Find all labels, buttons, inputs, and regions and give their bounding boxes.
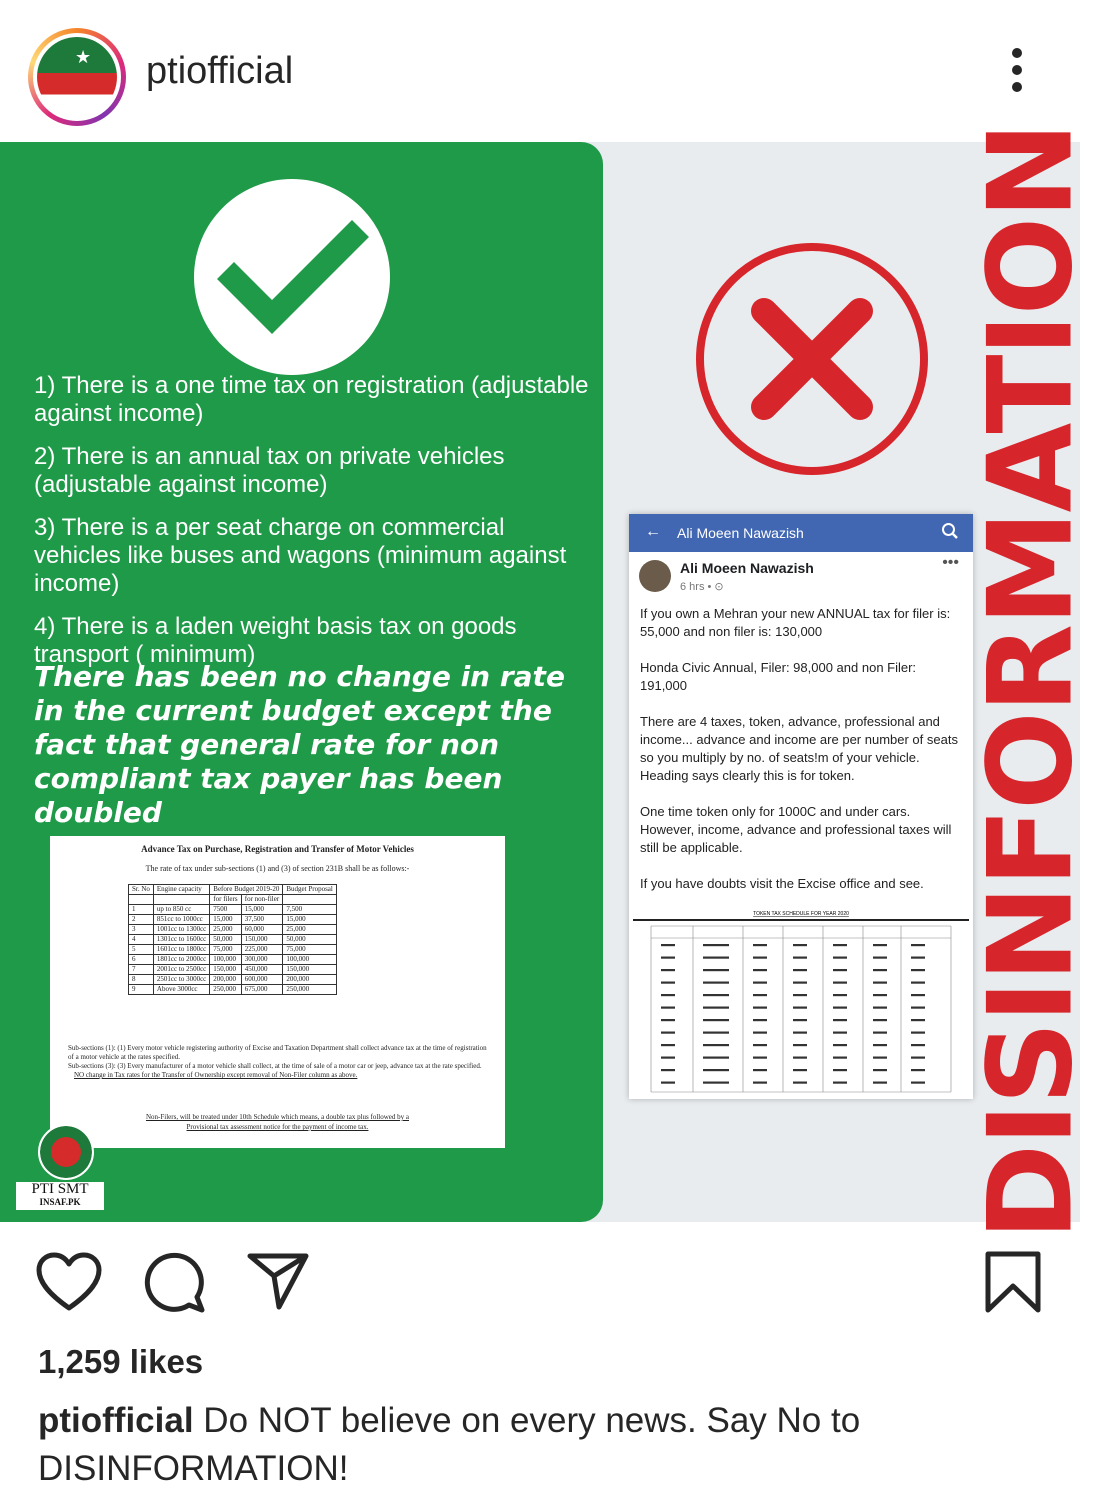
token-table-cell [661, 1069, 675, 1071]
table-cell: 150,000 [210, 965, 241, 975]
table-cell: 75,000 [210, 945, 241, 955]
token-table-cell [873, 1019, 887, 1021]
token-table-cell [753, 994, 767, 996]
share-send-icon[interactable] [246, 1250, 310, 1312]
token-table-cell [873, 957, 887, 959]
token-table-cell [703, 1057, 729, 1059]
token-table-cell [793, 1007, 807, 1009]
comment-icon[interactable] [142, 1250, 206, 1314]
brand-line-2: INSAF.PK [39, 1197, 81, 1207]
facebook-paragraph: If you own a Mehran your new ANNUAL tax for filer is: 55,000 and non filer is: 130,000 [640, 606, 951, 639]
token-table-cell [873, 1007, 887, 1009]
point-1: 1) There is a one time tax on registration (adjustable against income) [34, 372, 589, 427]
token-table-cell [753, 1032, 767, 1034]
post-image[interactable] [0, 123, 1099, 1241]
table-cell: 7,500 [283, 905, 336, 915]
facebook-paragraph: One time token only for 1000C and under cars. However, income, advance and professional taxes will still be applicable. [640, 804, 952, 855]
token-table-cell [703, 1044, 729, 1046]
token-table-cell [703, 1082, 729, 1084]
table-cell: 1 [129, 905, 154, 915]
table-cell: 50,000 [210, 935, 241, 945]
token-table-cell [703, 1069, 729, 1071]
table-cell: 8 [129, 975, 154, 985]
document-title: Advance Tax on Purchase, Registration and Transfer of Motor Vehicles [141, 844, 414, 854]
table-cell: 15,000 [210, 915, 241, 925]
token-table-cell [753, 1082, 767, 1084]
token-table-cell [661, 1082, 675, 1084]
table-cell: 5 [129, 945, 154, 955]
token-table-cell [793, 982, 807, 984]
token-table-cell [753, 957, 767, 959]
token-table-cell [833, 944, 847, 946]
table-cell: 7 [129, 965, 154, 975]
table-cell: 300,000 [241, 955, 283, 965]
token-table-cell [911, 1019, 925, 1021]
token-table-cell [793, 1082, 807, 1084]
footer-line-1: Non-Filers, will be treated under 10th Schedule which means, a double tax plus followed by a [145, 1113, 410, 1121]
token-table-cell [833, 1032, 847, 1034]
token-table-cell [661, 982, 675, 984]
table-cell: 37,500 [241, 915, 283, 925]
table-cell: 150,000 [283, 965, 336, 975]
table-cell: 1801cc to 2000cc [153, 955, 209, 965]
token-table-cell [793, 1019, 807, 1021]
note-3: NO change in Tax rates for the Transfer of Ownership except removal of Non-Filer column as above. [74, 1071, 358, 1079]
more-options-icon[interactable] [1006, 48, 1028, 98]
table-row [129, 945, 337, 955]
token-table-cell [833, 1057, 847, 1059]
document-notes [68, 1044, 493, 1080]
search-icon [941, 522, 959, 543]
table-subheader: for non-filer [241, 895, 283, 905]
token-table-cell [911, 969, 925, 971]
token-tax-table-image [633, 906, 969, 1096]
facebook-more-icon: ••• [942, 554, 959, 571]
token-table-cell [911, 1007, 925, 1009]
token-table-cell [661, 994, 675, 996]
token-table-cell [661, 1007, 675, 1009]
token-table-cell [793, 1044, 807, 1046]
username[interactable]: ptiofficial [146, 50, 294, 92]
caption-text: Do NOT believe on every news. Say No to DISINFORMATION! [38, 1401, 861, 1488]
tax-rate-table [128, 884, 337, 995]
table-cell: 6 [129, 955, 154, 965]
token-table-cell [833, 994, 847, 996]
table-row [129, 935, 337, 945]
token-table-cell [703, 994, 729, 996]
table-cell: 7500 [210, 905, 241, 915]
token-table-cell [753, 1007, 767, 1009]
post-header [0, 0, 1080, 142]
token-table-cell [833, 1069, 847, 1071]
facebook-screenshot [629, 514, 973, 1099]
profile-avatar[interactable] [28, 28, 126, 126]
table-cell: 50,000 [283, 935, 336, 945]
disinformation-label: DISINFORMATION [963, 123, 1099, 1241]
table-cell: 75,000 [283, 945, 336, 955]
token-table-cell [833, 1044, 847, 1046]
token-table-cell [873, 1057, 887, 1059]
facts-panel [0, 142, 603, 1222]
table-cell: 25,000 [210, 925, 241, 935]
table-cell: 250,000 [283, 985, 336, 995]
facebook-paragraph: Honda Civic Annual, Filer: 98,000 and non Filer: 191,000 [640, 660, 917, 693]
table-cell: 150,000 [241, 935, 283, 945]
token-table-cell [873, 1044, 887, 1046]
tax-document [50, 836, 505, 1148]
token-table-cell [661, 1019, 675, 1021]
point-4: 4) There is a laden weight basis tax on goods transport ( minimum) [34, 613, 517, 668]
token-table-cell [703, 944, 729, 946]
token-table-cell [873, 994, 887, 996]
facebook-paragraph: There are 4 taxes, token, advance, professional and income... advance and income are per number of seats so you multiply by no. of seats!m of your vehicle. Heading says clearly this is for token. [640, 714, 958, 783]
token-table-cell [911, 1069, 925, 1071]
token-table-cell [753, 1019, 767, 1021]
table-row [129, 985, 337, 995]
facebook-bar-title: Ali Moeen Nawazish [677, 525, 804, 541]
token-table-cell [793, 1057, 807, 1059]
token-table-cell [873, 982, 887, 984]
facebook-header-bar [629, 514, 973, 552]
token-table-cell [793, 969, 807, 971]
token-table-cell [753, 944, 767, 946]
post-actions [0, 1222, 1080, 1332]
point-3: 3) There is a per seat charge on commercial vehicles like buses and wagons (minimum against income) [34, 514, 567, 597]
token-table-cell [873, 1069, 887, 1071]
table-subheader: for filers [210, 895, 241, 905]
table-cell: 100,000 [210, 955, 241, 965]
token-table-cell [911, 1057, 925, 1059]
token-table-cell [753, 1044, 767, 1046]
table-cell: 15,000 [283, 915, 336, 925]
token-table-cell [873, 944, 887, 946]
token-table-cell [793, 957, 807, 959]
document-footer [50, 1112, 505, 1132]
token-table-cell [833, 982, 847, 984]
token-table-cell [911, 1082, 925, 1084]
token-table-cell [753, 1057, 767, 1059]
table-header: Before Budget 2019-20 [210, 885, 283, 895]
table-cell: 851cc to 1000cc [153, 915, 209, 925]
token-table-cell [911, 1032, 925, 1034]
table-cell: 200,000 [283, 975, 336, 985]
table-cell: 2501cc to 3000cc [153, 975, 209, 985]
table-cell: 225,000 [241, 945, 283, 955]
table-row [129, 915, 337, 925]
table-cell: 1601cc to 1800cc [153, 945, 209, 955]
document-intro: The rate of tax under sub-sections (1) and (3) of section 231B shall be as follows:- [145, 864, 410, 873]
token-table-cell [911, 982, 925, 984]
token-table-title: TOKEN TAX SCHEDULE FOR YEAR 2020 [753, 911, 849, 917]
token-table-cell [833, 1007, 847, 1009]
table-row [129, 975, 337, 985]
table-row [129, 925, 337, 935]
token-table-cell [703, 957, 729, 959]
table-cell: Above 3000cc [153, 985, 209, 995]
token-table-cell [703, 1032, 729, 1034]
token-table-cell [911, 944, 925, 946]
table-header: Engine capacity [153, 885, 209, 895]
table-cell: 675,000 [241, 985, 283, 995]
table-cell: 1301cc to 1600cc [153, 935, 209, 945]
table-cell: 250,000 [210, 985, 241, 995]
table-cell: 1001cc to 1300cc [153, 925, 209, 935]
brand-label [16, 1182, 104, 1210]
like-count[interactable]: 1,259 likes [38, 1343, 204, 1380]
table-header: Budget Proposal [283, 885, 336, 895]
table-cell: 60,000 [241, 925, 283, 935]
note-2: Sub-sections (3): (3) Every manufacturer of a motor vehicle shall collect, at the time of sale of a motor car or jeep, advance tax at the rate specified. [68, 1062, 482, 1070]
table-cell: 450,000 [241, 965, 283, 975]
token-table-cell [703, 1007, 729, 1009]
token-table-cell [753, 1069, 767, 1071]
cross-icon [692, 239, 932, 479]
table-cell: 9 [129, 985, 154, 995]
note-1: Sub-sections (1): (1) Every motor vehicle registering authority of Excise and Taxation Department shall collect advance tax at the time of registration of a motor vehicle at the rates specified. [68, 1044, 487, 1061]
disinformation-stamp [963, 123, 1099, 1241]
facebook-paragraph: If you have doubts visit the Excise office and see. [640, 876, 924, 891]
pti-logo [38, 1124, 94, 1180]
token-table-cell [793, 944, 807, 946]
table-cell: 200,000 [210, 975, 241, 985]
back-arrow-icon: ← [645, 523, 661, 540]
token-table-cell [753, 969, 767, 971]
table-header: Sr. No [129, 885, 154, 895]
token-table-cell [911, 1044, 925, 1046]
token-table-cell [793, 1069, 807, 1071]
token-table-cell [873, 1032, 887, 1034]
caption-username[interactable]: ptiofficial [38, 1401, 194, 1440]
table-cell: 15,000 [241, 905, 283, 915]
token-table-cell [873, 1082, 887, 1084]
table-cell: 25,000 [283, 925, 336, 935]
token-table-cell [661, 1044, 675, 1046]
post-caption [38, 1397, 1048, 1493]
like-heart-icon[interactable] [36, 1252, 102, 1312]
table-row [129, 905, 337, 915]
token-table-cell [873, 969, 887, 971]
table-cell: up to 850 cc [153, 905, 209, 915]
footer-line-2: Provisional tax assessment notice for the payment of income tax. [186, 1123, 369, 1131]
table-cell: 4 [129, 935, 154, 945]
token-table-cell [911, 994, 925, 996]
token-table-cell [753, 982, 767, 984]
save-bookmark-icon[interactable] [984, 1250, 1042, 1314]
token-table-cell [833, 1082, 847, 1084]
facebook-author: Ali Moeen Nawazish [680, 560, 814, 576]
token-table-cell [833, 969, 847, 971]
token-table-cell [661, 1032, 675, 1034]
facebook-author-avatar [639, 560, 671, 592]
table-cell: 600,000 [241, 975, 283, 985]
token-table-cell [833, 1019, 847, 1021]
token-table-cell [793, 994, 807, 996]
facebook-post-meta: 6 hrs • ⊙ [680, 581, 724, 593]
token-table-cell [661, 957, 675, 959]
token-table-cell [833, 957, 847, 959]
token-table-cell [793, 1032, 807, 1034]
token-table-cell [703, 1019, 729, 1021]
token-table-cell [661, 944, 675, 946]
star-icon: ★ [75, 47, 92, 67]
token-table-cell [703, 982, 729, 984]
token-table-cell [661, 1057, 675, 1059]
point-2: 2) There is an annual tax on private vehicles (adjustable against income) [34, 443, 505, 498]
brand-line-1: PTI SMT [31, 1181, 89, 1197]
table-cell: 3 [129, 925, 154, 935]
table-row [129, 955, 337, 965]
token-table-cell [911, 957, 925, 959]
facebook-post-body [640, 605, 965, 911]
token-table-cell [703, 969, 729, 971]
check-icon [194, 179, 390, 375]
emphasis-statement: There has been no change in rate in the current budget except the fact that general rate for non compliant tax payer has been doubled [34, 660, 565, 829]
table-cell: 2001cc to 2500cc [153, 965, 209, 975]
token-table-cell [661, 969, 675, 971]
table-row [129, 965, 337, 975]
table-cell: 2 [129, 915, 154, 925]
table-cell: 100,000 [283, 955, 336, 965]
tax-points [34, 372, 594, 684]
